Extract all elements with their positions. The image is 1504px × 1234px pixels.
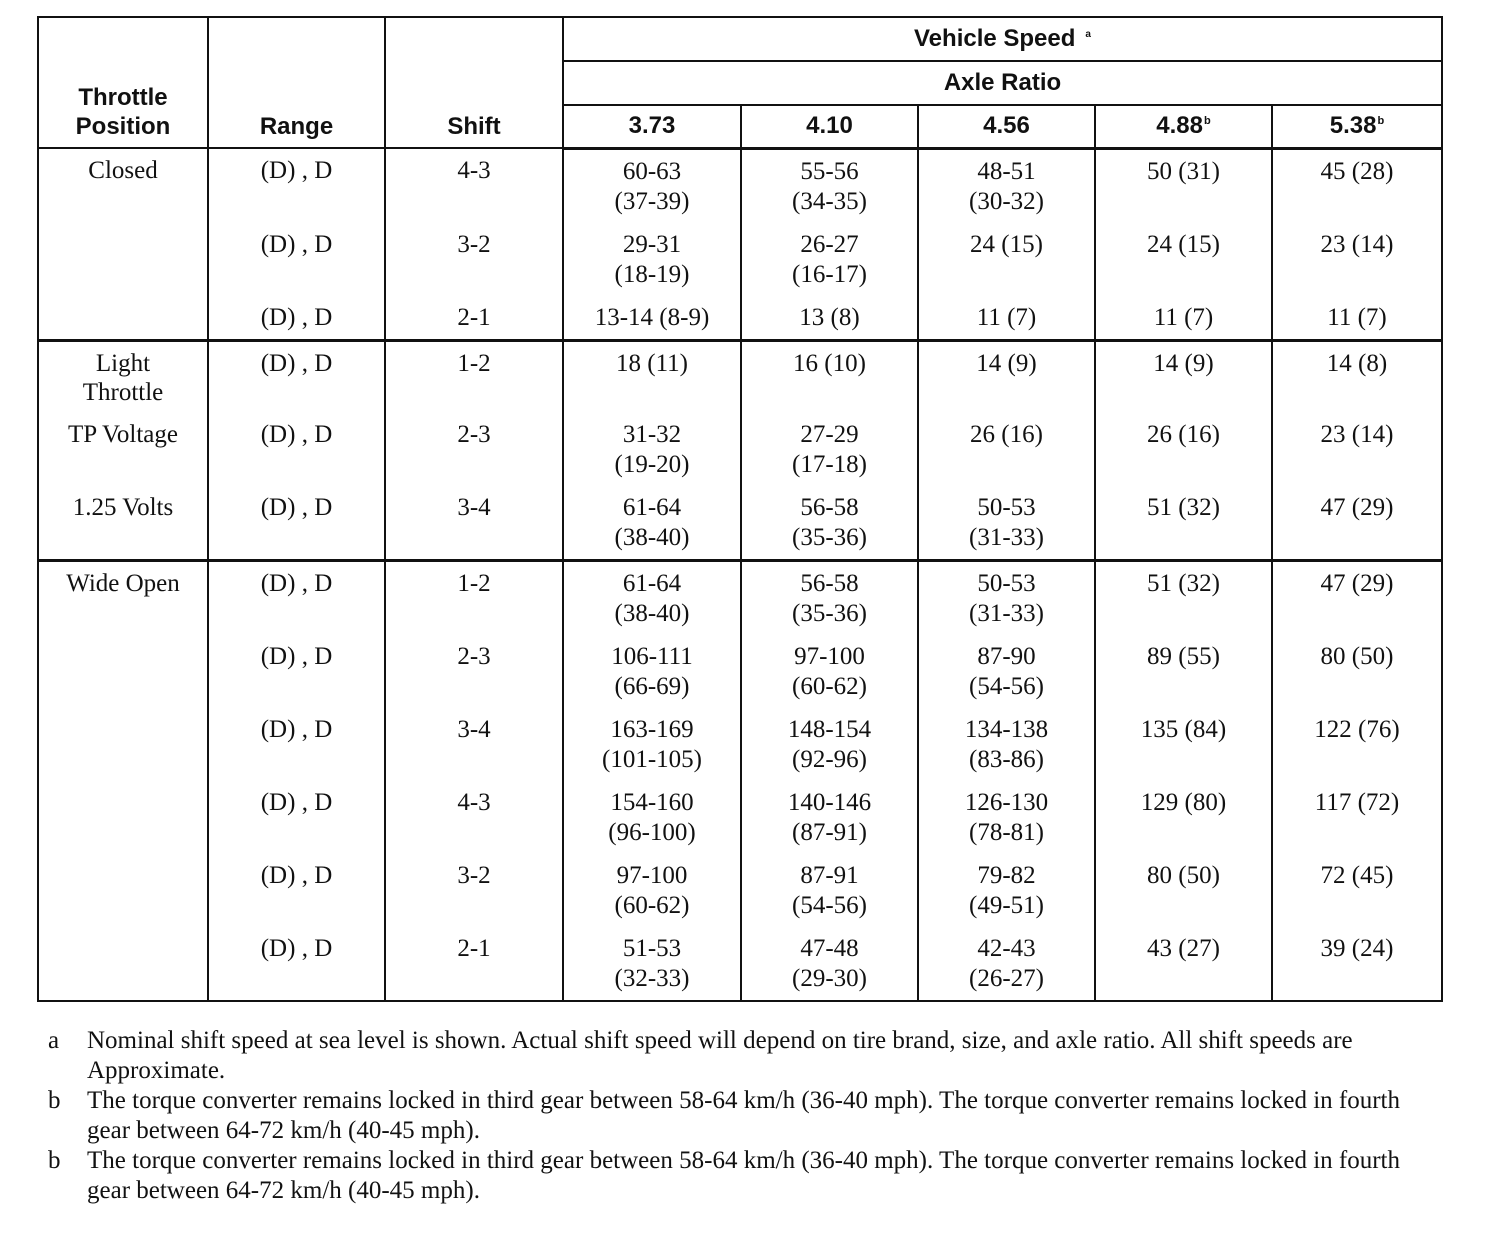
speed-cell: [1272, 927, 1442, 1001]
speed-cell: [918, 413, 1095, 486]
footnote-mark: b: [48, 1147, 61, 1174]
speed-value: 23 (14): [1320, 420, 1394, 448]
range-cell: (D) , D: [208, 708, 385, 781]
shift-cell: 3-2: [385, 223, 563, 296]
speed-cell: [1272, 635, 1442, 708]
throttle-cell: [38, 927, 208, 1001]
speed-cell: [741, 854, 918, 927]
throttle-cell: [38, 854, 208, 927]
table-header: [38, 17, 1442, 148]
range-cell: (D) , D: [208, 486, 385, 561]
speed-value: (49-51): [969, 891, 1044, 919]
shift-cell: 4-3: [385, 781, 563, 854]
speed-value: 13-14 (8-9): [594, 303, 710, 331]
speed-cell: [918, 296, 1095, 341]
speed-value: 50-53: [977, 569, 1036, 597]
speed-cell: [1272, 854, 1442, 927]
footnote-mark: b: [1377, 115, 1385, 128]
speed-value: 14 (9): [976, 349, 1037, 377]
speed-value: (60-62): [792, 672, 867, 700]
speed-cell: [741, 708, 918, 781]
speed-value: 154-160: [610, 788, 694, 816]
speed-value: (35-36): [792, 523, 867, 551]
speed-value: 135 (84): [1140, 715, 1227, 743]
shift-cell: 3-4: [385, 708, 563, 781]
speed-value: 23 (14): [1320, 230, 1394, 258]
speed-value: 16 (10): [793, 349, 866, 377]
speed-cell: [1272, 413, 1442, 486]
speed-value: (31-33): [969, 599, 1044, 627]
speed-value: 43 (27): [1147, 934, 1220, 962]
speed-value: 13 (8): [799, 303, 860, 331]
speed-cell: [1272, 148, 1442, 223]
speed-value: (66-69): [614, 672, 690, 700]
speed-value: 24 (15): [970, 230, 1043, 258]
footnote-text: The torque converter remains locked in third gear between 58-64 km/h (36-40 mph). The torque converter remains locked in fourth gear between 64-72 km/h (40-45 mph).: [87, 1087, 1400, 1144]
speed-value: 80 (50): [1147, 861, 1220, 889]
table-body: [38, 148, 1442, 1001]
table-row: [38, 486, 1442, 561]
speed-value: 26 (16): [1147, 420, 1220, 448]
throttle-cell: [38, 413, 208, 486]
speed-value: 42-43: [977, 934, 1036, 962]
speed-cell: [741, 560, 918, 635]
speed-value: 87-90: [977, 642, 1036, 670]
speed-value: (29-30): [792, 964, 867, 992]
throttle-text: TP Voltage: [68, 420, 178, 448]
vehicle-speed-header: [563, 17, 1442, 61]
speed-value: (38-40): [614, 523, 690, 551]
speed-value: (60-62): [614, 891, 690, 919]
speed-cell: [563, 781, 741, 854]
throttle-cell: [38, 223, 208, 296]
speed-cell: [918, 560, 1095, 635]
range-cell: (D) , D: [208, 340, 385, 413]
speed-cell: [563, 854, 741, 927]
speed-cell: [1272, 781, 1442, 854]
speed-cell: [563, 340, 741, 413]
speed-cell: [918, 927, 1095, 1001]
throttle-cell: [38, 560, 208, 635]
speed-value: (30-32): [969, 187, 1044, 215]
range-cell: (D) , D: [208, 223, 385, 296]
speed-value: 56-58: [800, 493, 859, 521]
range-header: Range: [208, 17, 385, 148]
speed-cell: [918, 708, 1095, 781]
speed-value: 29-31: [622, 230, 682, 258]
speed-value: (96-100): [608, 818, 696, 846]
range-cell: (D) , D: [208, 854, 385, 927]
speed-value: 27-29: [800, 420, 859, 448]
shift-header: Shift: [385, 17, 563, 148]
speed-cell: [1272, 223, 1442, 296]
speed-cell: [563, 560, 741, 635]
speed-cell: [1095, 296, 1272, 341]
speed-value: 61-64: [622, 493, 682, 521]
throttle-cell: [38, 148, 208, 223]
speed-value: (18-19): [614, 260, 690, 288]
footnote: [48, 1026, 1448, 1086]
speed-value: (17-18): [792, 450, 867, 478]
table-row: [38, 296, 1442, 341]
speed-cell: [563, 486, 741, 561]
shift-cell: 3-2: [385, 854, 563, 927]
speed-value: (34-35): [792, 187, 867, 215]
speed-cell: [918, 781, 1095, 854]
axle-ratio-header: Axle Ratio: [563, 61, 1442, 105]
speed-cell: [1095, 148, 1272, 223]
axle-ratio-column-header: [1272, 105, 1442, 148]
shift-speed-table: [37, 16, 1443, 1002]
throttle-cell: [38, 781, 208, 854]
table-row: [38, 635, 1442, 708]
shift-cell: 2-3: [385, 413, 563, 486]
speed-cell: [1095, 854, 1272, 927]
speed-value: 11 (7): [976, 303, 1037, 331]
speed-cell: [1095, 223, 1272, 296]
speed-value: 50 (31): [1147, 157, 1220, 185]
speed-value: (38-40): [614, 599, 690, 627]
speed-value: 117 (72): [1314, 788, 1400, 816]
speed-cell: [741, 340, 918, 413]
throttle-cell: [38, 708, 208, 781]
axle-ratio-label: 4.10: [806, 112, 853, 140]
speed-value: 126-130: [964, 788, 1049, 816]
speed-cell: [1095, 708, 1272, 781]
speed-value: 61-64: [622, 569, 682, 597]
footnote-text: Nominal shift speed at sea level is shown. Actual shift speed will depend on tire brand, size, and axle ratio. All shift speeds are Approximate.: [87, 1027, 1353, 1084]
throttle-cell: [38, 635, 208, 708]
range-cell: (D) , D: [208, 413, 385, 486]
speed-value: 47 (29): [1320, 493, 1394, 521]
speed-value: (54-56): [792, 891, 867, 919]
table-row: [38, 340, 1442, 413]
speed-value: 80 (50): [1320, 642, 1394, 670]
speed-cell: [1272, 296, 1442, 341]
throttle-cell: [38, 296, 208, 341]
speed-value: 26-27: [800, 230, 859, 258]
speed-value: 129 (80): [1140, 788, 1227, 816]
speed-cell: [741, 927, 918, 1001]
shift-cell: 1-2: [385, 560, 563, 635]
speed-value: (37-39): [614, 187, 690, 215]
speed-cell: [563, 708, 741, 781]
axle-ratio-column-header: [563, 105, 741, 148]
throttle-text: Wide Open: [66, 569, 180, 597]
speed-cell: [918, 486, 1095, 561]
speed-value: (35-36): [792, 599, 867, 627]
speed-value: 163-169: [610, 715, 694, 743]
speed-value: 97-100: [616, 861, 688, 889]
shift-cell: 2-1: [385, 296, 563, 341]
shift-cell: 2-3: [385, 635, 563, 708]
table-row: [38, 708, 1442, 781]
speed-value: 79-82: [977, 861, 1036, 889]
speed-value: 31-32: [622, 420, 682, 448]
speed-cell: [918, 223, 1095, 296]
footnote-mark: a: [48, 1027, 60, 1054]
speed-value: (92-96): [792, 745, 867, 773]
speed-value: 97-100: [794, 642, 865, 670]
speed-value: 60-63: [622, 157, 682, 185]
speed-cell: [741, 223, 918, 296]
speed-cell: [563, 635, 741, 708]
speed-cell: [1095, 340, 1272, 413]
speed-value: (101-105): [602, 745, 702, 773]
speed-value: (54-56): [969, 672, 1044, 700]
speed-value: 122 (76): [1314, 715, 1400, 743]
speed-value: 47 (29): [1320, 569, 1394, 597]
speed-value: 55-56: [800, 157, 859, 185]
speed-cell: [918, 148, 1095, 223]
table-row: [38, 560, 1442, 635]
speed-cell: [1095, 927, 1272, 1001]
speed-value: 45 (28): [1320, 157, 1394, 185]
speed-value: (32-33): [614, 964, 690, 992]
speed-value: 87-91: [800, 861, 859, 889]
table-row: [38, 854, 1442, 927]
speed-value: (87-91): [792, 818, 867, 846]
speed-cell: [1095, 560, 1272, 635]
speed-cell: [741, 148, 918, 223]
speed-value: 26 (16): [970, 420, 1043, 448]
throttle-cell: [38, 486, 208, 561]
speed-value: 14 (9): [1153, 349, 1214, 377]
speed-cell: [563, 223, 741, 296]
range-cell: (D) , D: [208, 296, 385, 341]
speed-value: 72 (45): [1320, 861, 1394, 889]
speed-cell: [563, 413, 741, 486]
range-cell: (D) , D: [208, 560, 385, 635]
axle-ratio-column-header: [918, 105, 1095, 148]
speed-value: (31-33): [969, 523, 1044, 551]
speed-value: 11 (7): [1327, 303, 1387, 331]
axle-ratio-label: 3.73: [628, 112, 676, 140]
table-row: [38, 781, 1442, 854]
axle-ratio-column-header: [741, 105, 918, 148]
shift-cell: 3-4: [385, 486, 563, 561]
speed-value: 51-53: [622, 934, 682, 962]
speed-value: 134-138: [964, 715, 1049, 743]
speed-value: 48-51: [977, 157, 1036, 185]
range-cell: (D) , D: [208, 148, 385, 223]
speed-cell: [918, 854, 1095, 927]
table-row: [38, 413, 1442, 486]
speed-cell: [563, 296, 741, 341]
speed-value: 89 (55): [1147, 642, 1220, 670]
table-row: [38, 148, 1442, 223]
speed-value: 14 (8): [1326, 349, 1388, 377]
speed-value: 106-111: [611, 642, 693, 670]
throttle-text: 1.25 Volts: [72, 493, 174, 521]
speed-cell: [918, 635, 1095, 708]
speed-cell: [1272, 708, 1442, 781]
throttle-position-header: [38, 17, 208, 148]
speed-cell: [1272, 486, 1442, 561]
speed-value: (19-20): [614, 450, 690, 478]
throttle-header-line: Throttle: [78, 84, 168, 111]
speed-value: 56-58: [800, 569, 859, 597]
throttle-text: Closed: [88, 157, 158, 184]
footnote-mark: a: [1085, 29, 1091, 40]
speed-cell: [563, 148, 741, 223]
speed-cell: [1095, 781, 1272, 854]
speed-cell: [1095, 486, 1272, 561]
shift-cell: 4-3: [385, 148, 563, 223]
speed-cell: [741, 413, 918, 486]
speed-value: 39 (24): [1320, 934, 1394, 962]
speed-cell: [741, 296, 918, 341]
axle-ratio-column-header: [1095, 105, 1272, 148]
speed-cell: [1095, 635, 1272, 708]
position-header-line: Position: [75, 113, 171, 140]
throttle-cell: [38, 340, 208, 413]
speed-value: 148-154: [787, 715, 872, 743]
speed-value: 51 (32): [1147, 493, 1220, 521]
speed-cell: [741, 781, 918, 854]
speed-value: 50-53: [977, 493, 1036, 521]
speed-cell: [563, 927, 741, 1001]
speed-value: (83-86): [969, 745, 1044, 773]
throttle-text: Light: [95, 349, 151, 377]
speed-value: 51 (32): [1147, 569, 1220, 597]
range-cell: (D) , D: [208, 781, 385, 854]
shift-cell: 1-2: [385, 340, 563, 413]
throttle-text: Throttle: [82, 378, 164, 406]
speed-value: 11 (7): [1153, 303, 1214, 331]
footnote-mark: b: [48, 1087, 61, 1114]
speed-cell: [918, 340, 1095, 413]
speed-cell: [1272, 340, 1442, 413]
footnote: [48, 1146, 1448, 1206]
table-row: [38, 927, 1442, 1001]
vehicle-speed-label: Vehicle Speed: [914, 25, 1076, 52]
speed-value: 140-146: [787, 788, 872, 816]
range-cell: (D) , D: [208, 927, 385, 1001]
shift-cell: 2-1: [385, 927, 563, 1001]
speed-value: (78-81): [969, 818, 1044, 846]
table-row: [38, 223, 1442, 296]
speed-value: (26-27): [969, 964, 1044, 992]
footnotes: [48, 1026, 1448, 1206]
speed-cell: [741, 486, 918, 561]
axle-ratio-label: 5.38: [1329, 112, 1377, 140]
footnote: [48, 1086, 1448, 1146]
axle-ratio-label: 4.56: [983, 112, 1030, 140]
footnote-mark: b: [1203, 115, 1211, 128]
speed-value: 18 (11): [616, 349, 688, 377]
axle-ratio-label: 4.88: [1156, 112, 1203, 140]
speed-value: 47-48: [800, 934, 859, 962]
speed-value: (16-17): [792, 260, 867, 288]
speed-value: 24 (15): [1147, 230, 1220, 258]
range-cell: (D) , D: [208, 635, 385, 708]
speed-cell: [1272, 560, 1442, 635]
footnote-text: The torque converter remains locked in third gear between 58-64 km/h (36-40 mph). The torque converter remains locked in fourth gear between 64-72 km/h (40-45 mph).: [87, 1147, 1400, 1204]
speed-cell: [1095, 413, 1272, 486]
speed-cell: [741, 635, 918, 708]
